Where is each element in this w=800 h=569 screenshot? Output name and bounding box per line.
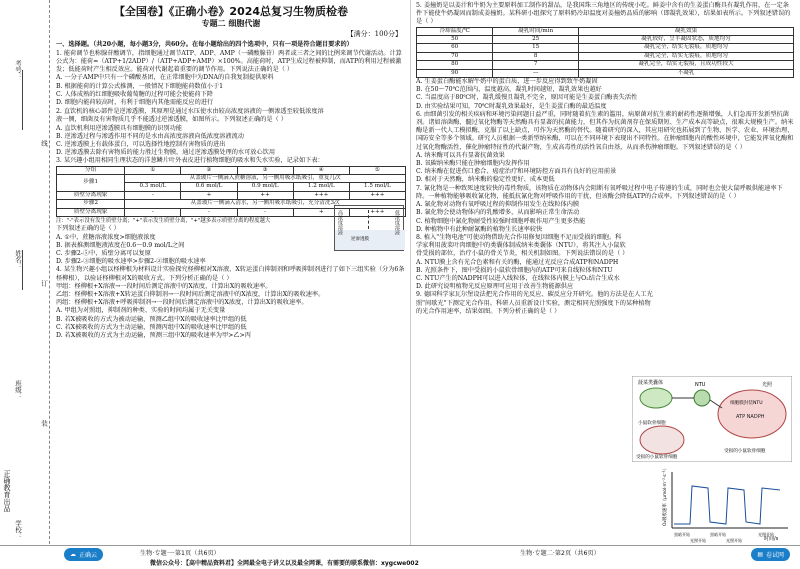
label-encapsulated: 细胞膜封装NTU <box>730 401 763 406</box>
osmosis-diagram <box>334 205 404 251</box>
table-cell: 1.5 mol/L <box>349 183 405 191</box>
table-cell: + <box>293 208 349 216</box>
table-cell: 80 <box>417 61 493 69</box>
q1-option-d: D. 细胞内能荷较高时，有利于细胞内其他需能反应的进行 <box>56 99 214 107</box>
q2-option-b: B. 逆渗透过程与渗透作用不同的是水由高浓度溶液向低浓度溶液流动 <box>56 132 244 140</box>
table-cell: 步骤2 <box>57 200 125 208</box>
q7-option-d: D. 种植物中有此种耐氰酶的植物生长速率较快 <box>416 225 543 233</box>
damaged-cell-shape <box>640 426 684 454</box>
line-label: 线 <box>40 140 48 147</box>
q3-option-c: C. 步骤2-⑤中，质壁分离可以复原 <box>56 249 151 257</box>
q2-option-a: A. 直饮机利用逆渗透膜具有细胞膜的识别功能 <box>56 124 182 132</box>
question-8: 8. 植入"生物电池"可使动物借助光合作用修复因细胞不足而受损的细胞。科学家利用菠菜叶肉细胞中的类囊体制成纳米类囊体（NTU），将其注入小鼠软骨受损的部位，治疗小鼠的骨关节炎，相关机制如图。下列说法错误的是（ ） <box>416 233 629 258</box>
q1-option-a: A. 一分子AMP中只有一个磷酸基团，在正常细胞中为DNA的自我复制提供原料 <box>56 74 274 82</box>
x-axis-label: 时间/s <box>764 536 779 542</box>
q5-option-c: C. 当温度高于80℃时，凝乳缓慢且凝乳不完全，原因可能是生姜蛋白酶丧失活性 <box>416 94 638 102</box>
table-header: ⑤ <box>349 166 405 174</box>
label-damaged-cell: 受损的小鼠软骨细胞 <box>636 455 678 460</box>
q4-option-a: A. 甲组为对照组，抑制剂的种类、实验的时间均属于无关变量 <box>56 307 226 315</box>
table-header: ④ <box>293 166 349 174</box>
table-cell: 8 <box>493 52 579 60</box>
table-header: ③ <box>237 166 293 174</box>
table-cell: 从盖玻片一侧滴入清水，另一侧用吸水纸吸引，充分清洗3次 <box>125 200 406 208</box>
q5-option-d: D. 由实验结果可知，70℃时凝乳效果最好，是生姜蛋白酶的最适温度 <box>416 102 607 110</box>
table-note: 注："-"表示没有发生质壁分离；"+"表示发生质壁分离，"+"越多表示质壁分离的程度越大 <box>56 218 271 225</box>
table-cell: +++ <box>349 208 405 216</box>
table-cell: — <box>493 69 579 77</box>
q8-option-c: C. NTU产生的NADPH可以进入线粒体，在线粒体内膜上与O₂结合生成水 <box>416 274 620 282</box>
o2-rate-chart <box>660 466 792 544</box>
table-header: ② <box>181 166 237 174</box>
q4-option-d: D. 若X被吸收的方式为主动运输，预测三组中X的吸收速率为甲>乙>丙 <box>56 331 251 339</box>
q5-option-a: A. 生姜蛋白酶能水解牛奶中的蛋白质，进一步反应得到致牛奶凝固 <box>416 78 598 86</box>
table-cell: - <box>181 208 237 216</box>
q4-group-b: 乙组：柽柳根+X溶液+X转运蛋白抑制剂→一段时间后测定溶液中的X浓度，计算出X的吸收速率。 <box>56 290 325 298</box>
question-4: 4. 某生物兴趣小组以柽柳根为材料设计实验探究柽柳根对X溶液、X转运蛋白抑制剂和呼吸抑制剂进行了如下三组实验（分为6条柽柳根），以验证柽柳根对X的吸收方式。下列分析正确的是（ ） <box>56 266 405 282</box>
bind-label: 订 <box>40 280 48 287</box>
table-cell: 凝乳较好，呈半凝固状态，质地均匀 <box>579 36 794 44</box>
topic-title: 专题二 细胞代谢 <box>201 19 261 29</box>
table-cell: 90 <box>417 69 493 77</box>
table-cell: 70 <box>417 52 493 60</box>
table-cell: 凝乳完全，结实无裂痕，质地均匀 <box>579 44 794 52</box>
q8-option-b: B. 光照条件下，图中受损的小鼠软骨细胞内的ATP可来自线粒体和NTU <box>416 266 613 274</box>
ntu-shape <box>694 390 710 406</box>
q7-option-c: C. 植物细胞中氰化物耐受性较强时细胞呼吸作用产生更多热能 <box>416 217 586 225</box>
class-label: 班级： <box>14 380 22 400</box>
question-1: 1. 能荷调节也称腺苷酸调节，指细胞通过调节ATP、ADP、AMP（一磷酸腺苷）两者或三者之间的比例来调节代谢活动。计算公式为：能荷=（ATP+1/2ADP）/（ATP+ADP+AMP）×100%。高能荷时，ATP生成过程被抑制，而ATP的利用过程被激发；低能荷时产生相反效应。能荷对代谢起着重要的调节作用。下列说法正确的是（ ） <box>56 49 402 74</box>
question-6: 6. 由细菌引发的相关疾病和环境污染问题日益严重，同时随着抗生素的滥用，病原菌对抗生素的耐药性逐渐增强，人们急需开发新型抗菌剂。诸如溶菌酶、髓过氧化物酶等天然酶具有显著的抗菌能力，但其作为抗菌剂存在保质期短、生产成本高等缺点，很难大规模生产。纳米酶是新一代人工模拟酶，克服了以上缺点，可作为天然酶的替代。随着研究的深入，其应用研究也拓展到了生物、医学、农业、环境治理、国防安全等多个领域。研究人员根据一类新型纳米酶，可以在不同环境下表现出不同特性。在肿瘤细胞内的酸性环境中，它能发挥氧化酶和过氧化物酶活性，催化肿瘤特征性的代谢产物，生成高毒性的活性氧自由基，从而杀伤肿瘤细胞。下列叙述错误的是（ ） <box>416 110 794 151</box>
footer-right-page: 生物·专题二·第2页（共6页） <box>520 550 600 557</box>
q8-option-d: D. 此研究说明植物光反应原理可应用于改善生物能源供应 <box>416 283 574 291</box>
question-5: 5. 姜撞奶是以姜汁和牛奶为主要原料加工制作的甜品，是我国珠三角地区的传统小吃。鲜姜中含有的生姜蛋白酶具有凝乳作用，在一定条件下能使牛奶凝固而制成姜撞奶。某科研小组探究了原料奶冷却温度对姜撞奶品质的影响（即凝乳效果），结果如表所示。下列叙述错误的是（ ） <box>416 2 791 26</box>
q1-option-c: C. 人体成熟的红细胞吸收葡萄糖的过程可能会使能荷下降 <box>56 90 213 98</box>
question-7: 7. 氰化物是一种致死速度较快的毒性物质，该物质在动物体内会阻断有氧呼吸过程中电子传递的生成，同时也会使大鼠呼吸供能速率下降。一种植物能够吸收氰化物，能抵抗氰化物对呼吸作用的干扰，但该酶会降低ATP的合成率。下列叙述错误的是（ ） <box>416 184 783 200</box>
table-cell: 从盖玻片一侧滴入蔗糖溶液，另一侧用吸水纸吸引，重复几次 <box>125 175 406 183</box>
table-header: 分组 <box>57 166 125 174</box>
exam-no-label: 考号： <box>14 60 22 80</box>
section-intro: 一、选择题。（共20小题，每小题3分，共60分。在每小题给出的四个选项中，只有一项是符合题目要求的） <box>56 40 353 48</box>
label-damaged-cell-2: 受损的小鼠软骨细胞 <box>724 449 766 454</box>
label-dark-2: 黑暗开始 <box>710 532 726 537</box>
table-cell: +++ <box>349 191 405 199</box>
nanothylakoid-diagram <box>632 376 792 462</box>
label-light-3: 光照开始 <box>758 532 774 537</box>
table-cell: 1.2 mol/L <box>293 183 349 191</box>
label-thylakoid: 菠菜类囊体 <box>638 380 664 386</box>
zhengque-logo <box>64 548 103 561</box>
question-3: 3. 某兴趣小组用相同生理状态的洋葱鳞片叶外表皮进行植物细胞的吸水和失水实验，记录如下表： <box>56 157 324 165</box>
table-cell: 质壁分离现象 <box>57 208 125 216</box>
name-label: 姓名： <box>14 250 22 270</box>
q4-group-a: 甲组：柽柳根+X溶液→一段时间后测定溶液中的X浓度，计算出X的吸收速率。 <box>56 282 272 290</box>
page-footer <box>0 545 800 569</box>
table-header: 冷却温度/℃ <box>417 27 493 35</box>
label-light: 光照 <box>762 382 773 388</box>
juanshi-logo <box>751 548 790 561</box>
table-cell: 60 <box>417 44 493 52</box>
name-line <box>22 250 23 290</box>
q4-group-c: 丙组：柽柳根+X溶液+呼吸抑制剂→一段时间后测定溶液中的X浓度，计算出X的吸收速率。 <box>56 299 308 307</box>
document-icon: ▤ <box>757 551 763 558</box>
q4-option-c: C. 若X被吸收的方式为主动运输，预测丙组中X的吸收速率比甲组的低 <box>56 323 247 331</box>
q2-option-d: D. 逆渗透膜去除有害物质的能力胜过生物膜，通过逆渗透膜处理的水可放心饮用 <box>56 149 276 157</box>
label-mouse-cell: 小鼠软骨细胞 <box>638 421 666 426</box>
q1-option-b: B. 根据能荷的计算公式推测，一般情况下细胞能荷数值小于1 <box>56 82 224 90</box>
low-conc-label: 低浓度溶液 <box>394 210 400 235</box>
table-cell: 步骤1 <box>57 175 125 192</box>
q6-option-d: D. 相对于天然酶，纳米酶的稳定性更好、成本更低 <box>416 176 555 184</box>
y-axis-label: O₂吸收速率（μmol·m⁻²·s⁻¹） <box>663 466 668 526</box>
binding-gutter <box>0 0 50 569</box>
q3-option-b: B. 据表推测细胞液浓度在0.6～0.9 mol/L之间 <box>56 241 185 249</box>
column-divider <box>410 0 411 545</box>
q4-option-b: B. 若X被吸收的方式为被动运输，预测乙组中X的吸收速率比甲组的低 <box>56 315 247 323</box>
logo-left-text: 正确云 <box>79 552 98 559</box>
label-dark-1: 黑暗开始 <box>674 532 690 537</box>
table-cell: 0.9 mol/L <box>237 183 293 191</box>
table-cell: 0.6 mol/L <box>181 183 237 191</box>
question-2: 2. 直饮机的核心部件是逆渗透膜，其原理是通过水压使水由较高浓度溶液的一侧渗透至较低浓度溶液一侧，细菌及有害物质几乎不能透过逆渗透膜，如图所示。下列叙述正确的是（ ） <box>56 108 324 124</box>
q7-option-b: B. 氰化物会使动物体内的乳酸增多，从而影响正常生命活动 <box>416 209 580 217</box>
q3-stem: 下列叙述正确的是（ ） <box>56 225 120 233</box>
table-header: ① <box>125 166 181 174</box>
school-label: 学校： <box>14 520 22 540</box>
exam-line <box>22 70 23 130</box>
table-cell: - <box>237 208 293 216</box>
q3-option-d: D. 步骤2-③细胞的吸水速率>步骤2-②细胞的吸水速率 <box>56 258 206 266</box>
q6-option-b: B. 氧碳纳米酶只能在肿瘤细胞内发挥作用 <box>416 160 530 168</box>
rate-curve <box>674 486 780 524</box>
q5-table <box>416 27 794 78</box>
membrane-label: 逆渗透膜 <box>351 237 369 242</box>
table-cell: 凝乳完全，结实无裂痕，质地均匀 <box>579 52 794 60</box>
table-cell: ++ <box>237 191 293 199</box>
publisher-label: 正确教育出品 <box>3 470 11 512</box>
label-atp: ATP NADPH <box>736 414 765 420</box>
logo-right-text: 卷试网 <box>765 552 784 559</box>
table-cell: 凝乳完全，结实无裂痕，且成功性较大 <box>579 61 794 69</box>
question-9: 9. 德国科学家瓦尔堡设法把光合作用的光反应、碳反应分开研究。他的方法是在人工光照"间歇光"下测定光合作用。科研人员重新设计实验，测定相同光照强度下的某种植物的光合作用速率，结果如图。下列分析正确的是（ ） <box>416 291 653 315</box>
footer-wechat-note: 微信公众号：【高中精品资料君】全网最全电子讲义以及最全网课，有需要的联系微信：xygcwe002 <box>150 560 419 567</box>
left-column <box>56 0 406 340</box>
table-cell: 0.3 mol/L <box>125 183 181 191</box>
page-title: 【全国卷】《正确小卷》2024总复习生物质检卷 <box>113 5 349 18</box>
high-conc-label: 高浓度溶液 <box>337 210 343 235</box>
right-column <box>416 0 794 316</box>
table-cell: + <box>181 191 237 199</box>
footer-left-page: 生物·专题一·第1页（共6页） <box>140 550 220 557</box>
q6-option-c: C. 纳米酶在促进伤口愈合、癌症治疗和环境防控方面具有良好的应用前景 <box>416 168 617 176</box>
table-cell: 质壁分离现象 <box>57 191 125 199</box>
q7-option-a: A. 氰化物对动物有氧呼吸过程的抑制作用发生在线粒体内膜 <box>416 201 580 209</box>
q6-option-a: A. 纳米酶可以具有显著抗菌效果 <box>416 151 505 159</box>
q3-option-a: A. ①中，蔗糖溶液浓度>细胞液浓度 <box>56 233 156 241</box>
table-header: 凝乳时间/min <box>493 27 579 35</box>
table-cell: 7 <box>493 61 579 69</box>
table-cell: 50 <box>417 36 493 44</box>
table-cell: - <box>125 191 181 199</box>
seal-label: 装 <box>40 420 48 427</box>
q8-option-a: A. NTU膜上含有光合色素和有关的酶，能通过光反应合成ATP和NADPH <box>416 258 619 266</box>
label-ntu: NTU <box>695 382 706 388</box>
table-cell: +++ <box>293 191 349 199</box>
label-light-2: 光照开始 <box>726 538 742 543</box>
thylakoid-shape <box>640 388 672 408</box>
q2-option-c: C. 逆渗透膜上有载体蛋白，可以选择性地控制有害物质的进出 <box>56 141 226 149</box>
table-cell: 25 <box>493 36 579 44</box>
cloud-icon: ☁ <box>70 551 76 558</box>
table-cell: - <box>125 208 181 216</box>
q5-option-b: B. 在50～70℃范围内，温度越高，凝乳时间越短，凝乳效果也越好 <box>416 86 602 94</box>
table-cell: 15 <box>493 44 579 52</box>
table-header: 凝乳效果 <box>579 27 794 35</box>
full-score: 【满分：100分】 <box>346 30 402 39</box>
label-light-1: 光照开始 <box>690 538 706 543</box>
table-cell: 不凝乳 <box>579 69 794 77</box>
